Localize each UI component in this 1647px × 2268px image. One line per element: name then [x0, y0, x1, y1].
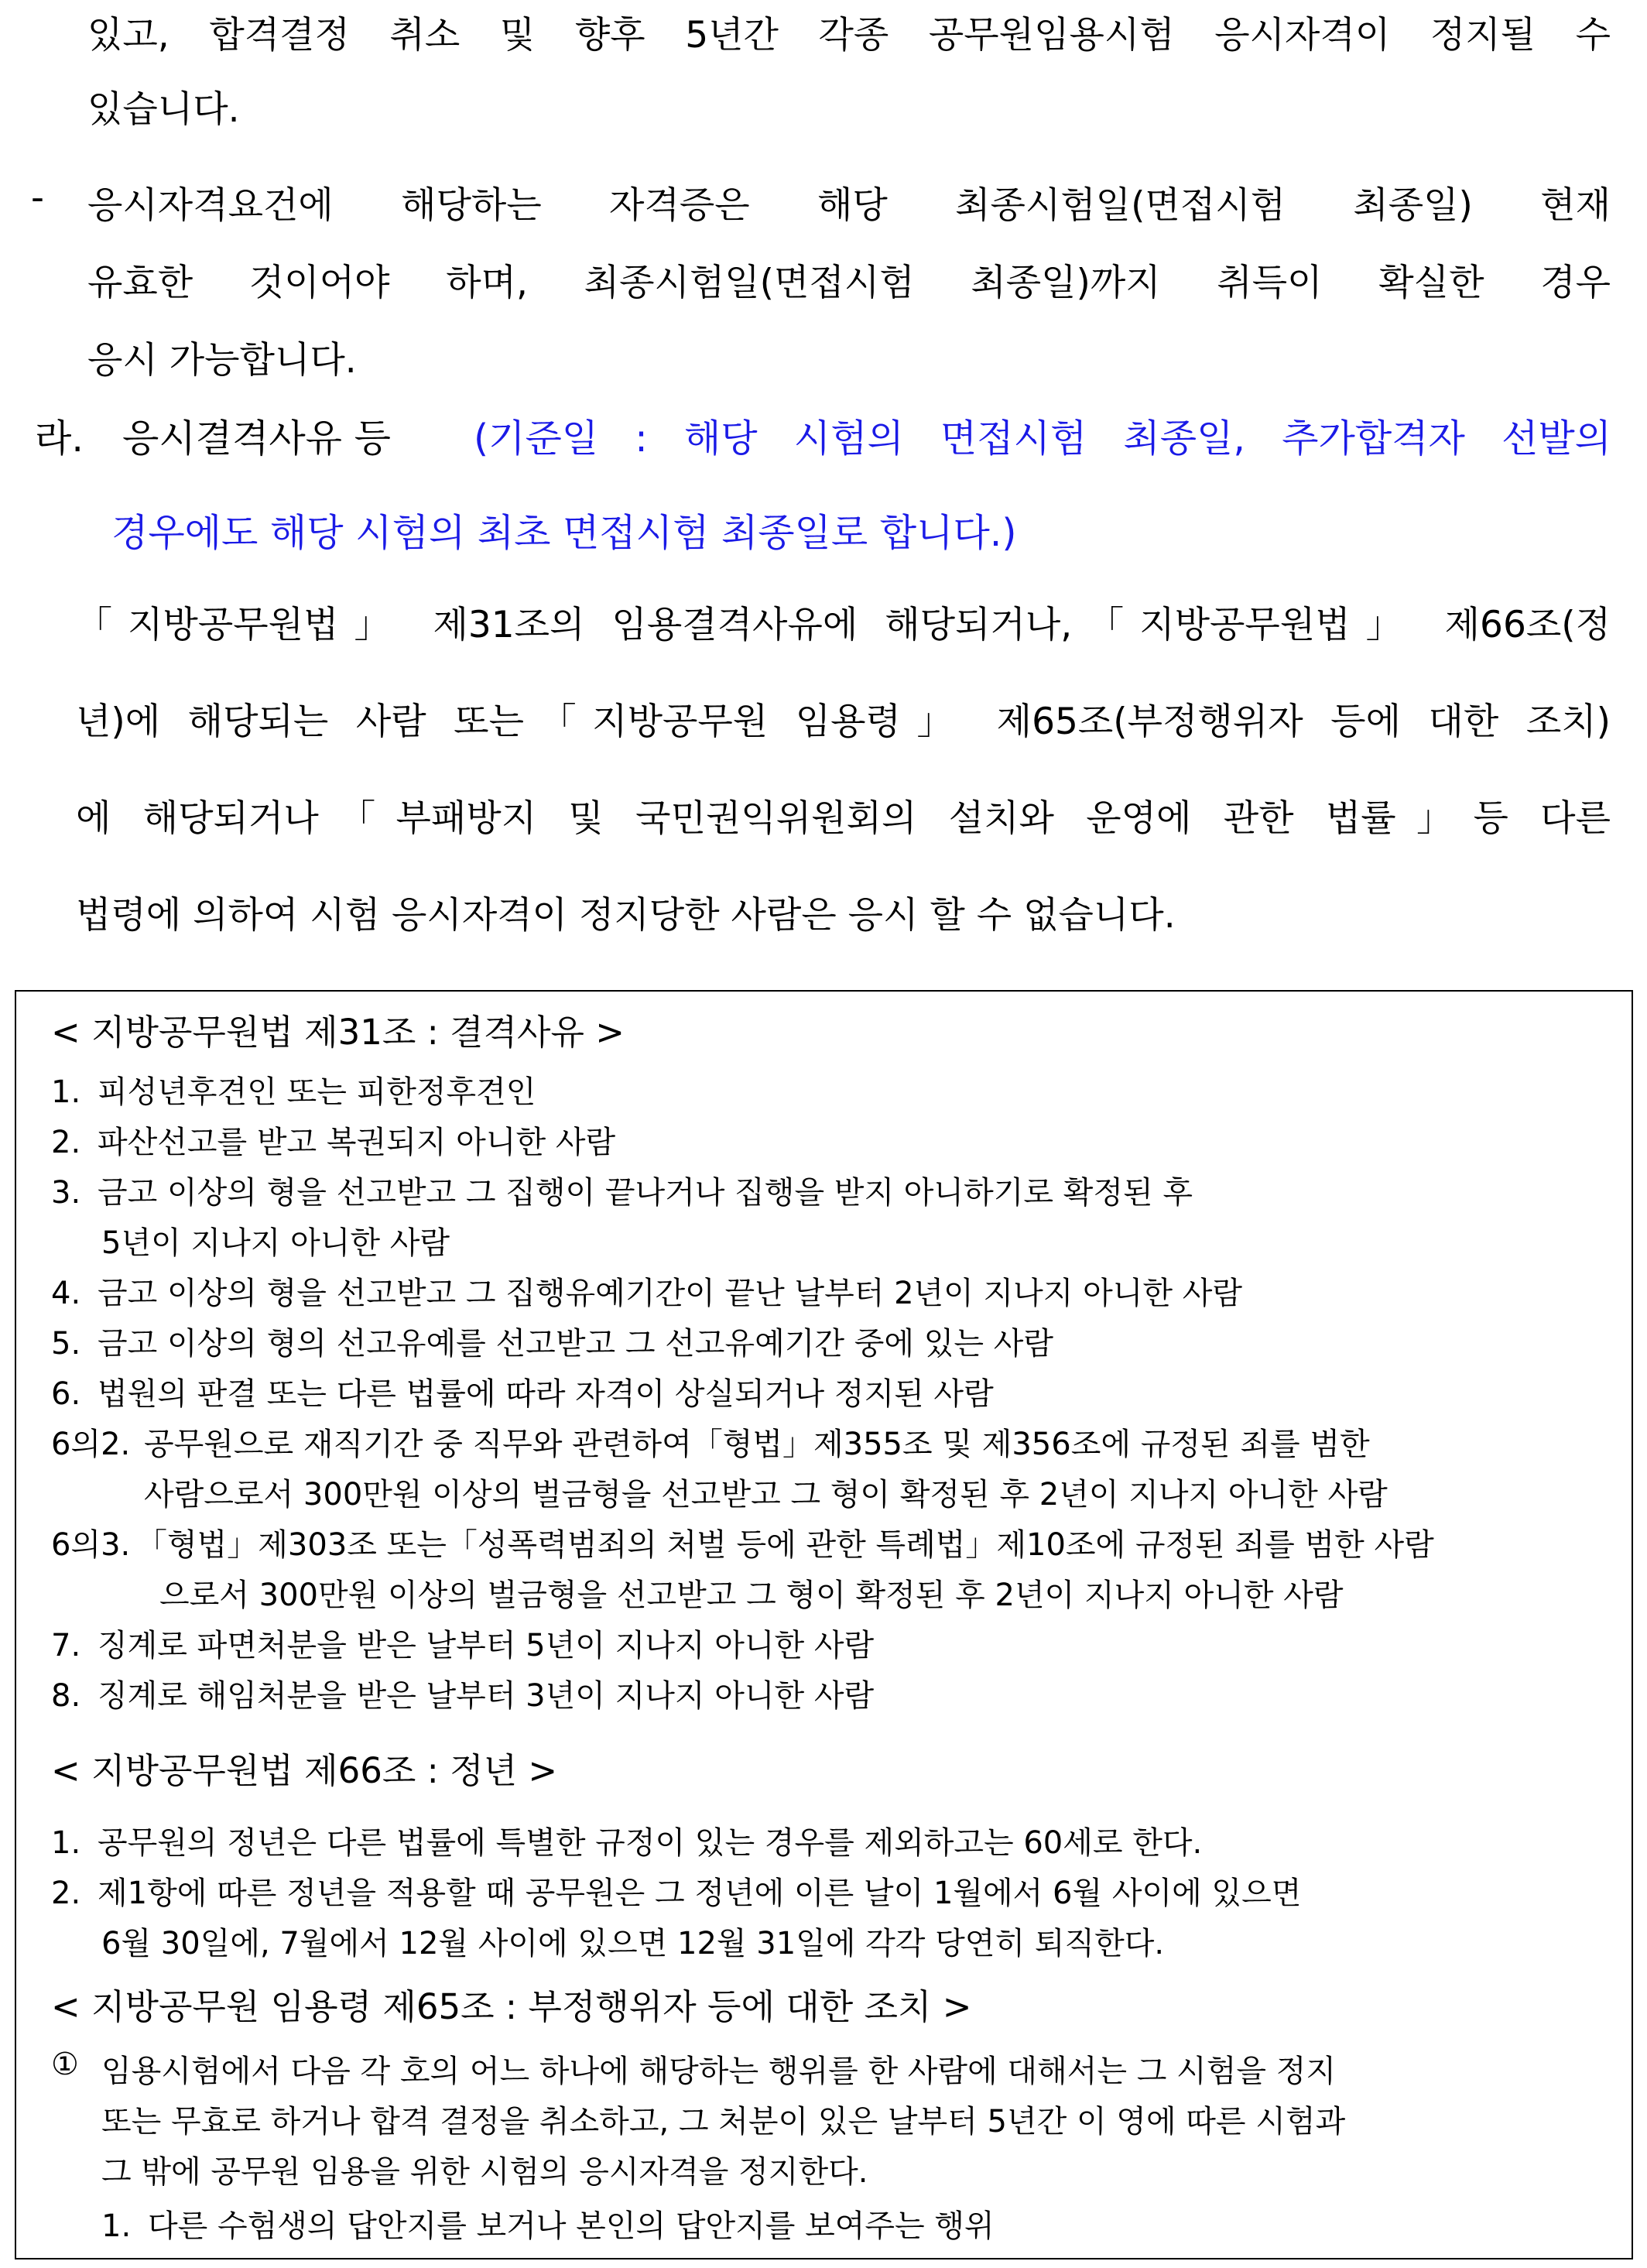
- section-ra-body-line-2: 년)에 해당되는 사람 또는「지방공무원 임용령」 제65조(부정행위자 등에 대한 조치): [76, 701, 1611, 743]
- item-text: 금고 이상의 형의 선고유예를 선고받고 그 선고유예기간 중에 있는 사람: [98, 1326, 1053, 1362]
- decree65-title: < 지방공무원 임용령 제65조 : 부정행위자 등에 대한 조치 >: [51, 1986, 972, 2027]
- list-item: [51, 1520, 1434, 1564]
- list-item: [51, 1118, 615, 1162]
- section-ra-body-line-1: 「지방공무원법」 제31조의 임용결격사유에 해당되거나,「지방공무원법」 제66조(정: [76, 604, 1611, 646]
- item-number: 6의2.: [51, 1427, 131, 1462]
- license-note-line-1: 응시자격요건에 해당하는 자격증은 해당 최종시험일(면접시험 최종일) 현재: [87, 184, 1611, 227]
- list-item: [51, 1671, 874, 1715]
- legal-reference-box: [15, 990, 1633, 2259]
- art66-title: < 지방공무원법 제66조 : 정년 >: [51, 1750, 558, 1791]
- list-item: [51, 1869, 1301, 1913]
- item-number: 5.: [51, 1326, 81, 1362]
- item-text: 「형법」제303조 또는「성폭력범죄의 처벌 등에 관한 특례법」제10조에 규정된 죄를 범한 사람: [136, 1527, 1434, 1563]
- section-ra-note-line-2: 경우에도 해당 시험의 최초 면접시험 최종일로 합니다.): [111, 511, 1017, 555]
- item-text: 공무원의 정년은 다른 법률에 특별한 규정이 있는 경우를 제외하고는 60세로 한다.: [98, 1825, 1203, 1861]
- intro-line-2: 있습니다.: [87, 88, 240, 131]
- list-item: [51, 1420, 1370, 1464]
- list-item: [51, 1269, 1242, 1313]
- clause-line-2: 또는 무효로 하거나 합격 결정을 취소하고, 그 처분이 있은 날부터 5년간 이 영에 따른 시험과: [101, 2104, 1346, 2140]
- item-number: 3.: [51, 1175, 81, 1211]
- item-text: 공무원으로 재직기간 중 직무와 관련하여「형법」제355조 및 제356조에 규정된 죄를 범한: [144, 1427, 1370, 1462]
- list-item: [51, 1369, 994, 1413]
- section-ra-title: 응시결격사유 등: [122, 416, 391, 461]
- list-item: [101, 2201, 995, 2246]
- item-text: 금고 이상의 형을 선고받고 그 집행유예기간이 끝난 날부터 2년이 지나지 아니한 사람: [98, 1276, 1243, 1311]
- item-continuation: 6월 30일에, 7월에서 12월 사이에 있으면 12월 31일에 각각 당연히 퇴직한다.: [101, 1926, 1165, 1961]
- item-continuation: 사람으로서 300만원 이상의 벌금형을 선고받고 그 형이 확정된 후 2년이 지나지 아니한 사람: [144, 1477, 1388, 1513]
- item-number: 1.: [101, 2208, 132, 2244]
- item-continuation: 으로서 300만원 이상의 벌금형을 선고받고 그 형이 확정된 후 2년이 지나지 아니한 사람: [159, 1578, 1344, 1613]
- section-ra-label: 라.: [35, 416, 84, 461]
- item-number: 6.: [51, 1376, 81, 1412]
- item-number: 7.: [51, 1628, 81, 1663]
- art31-title: < 지방공무원법 제31조 : 결격사유 >: [51, 1012, 625, 1053]
- list-item: [51, 1168, 1193, 1212]
- item-continuation: 5년이 지나지 아니한 사람: [101, 1225, 450, 1261]
- item-text: 금고 이상의 형을 선고받고 그 집행이 끝나거나 집행을 받지 아니하기로 확정된 후: [98, 1175, 1193, 1211]
- clause-line-1: 임용시험에서 다음 각 호의 어느 하나에 해당하는 행위를 한 사람에 대해서는 그 시험을 정지: [101, 2054, 1336, 2089]
- license-note-bullet: -: [31, 176, 44, 219]
- license-note-line-2: 유효한 것이어야 하며, 최종시험일(면접시험 최종일)까지 취득이 확실한 경우: [87, 262, 1611, 304]
- item-number: 2.: [51, 1125, 81, 1160]
- license-note-line-3: 응시 가능합니다.: [87, 339, 357, 382]
- list-item: [51, 1621, 874, 1665]
- item-number: 6의3.: [51, 1527, 131, 1563]
- section-ra-body-line-4: 법령에 의하여 시험 응시자격이 정지당한 사람은 응시 할 수 없습니다.: [76, 894, 1176, 937]
- item-number: 2.: [51, 1876, 81, 1911]
- item-number: 8.: [51, 1678, 81, 1714]
- list-item: [51, 1319, 1053, 1363]
- clause-number: ①: [51, 2047, 79, 2082]
- section-ra-body-line-3: 에 해당되거나「부패방지 및 국민권익위원회의 설치와 운영에 관한 법률」등 다른: [76, 797, 1611, 840]
- item-text: 징계로 해임처분을 받은 날부터 3년이 지나지 아니한 사람: [98, 1678, 875, 1714]
- item-number: 4.: [51, 1276, 81, 1311]
- item-text: 파산선고를 받고 복권되지 아니한 사람: [98, 1125, 616, 1160]
- intro-line-1: 있고, 합격결정 취소 및 향후 5년간 각종 공무원임용시험 응시자격이 정지될 수: [87, 14, 1611, 57]
- item-number: 1.: [51, 1825, 81, 1861]
- section-ra-note-line-1: (기준일 : 해당 시험의 면접시험 최종일, 추가합격자 선발의: [474, 416, 1611, 461]
- list-item: [51, 1818, 1202, 1862]
- list-item: [51, 1067, 536, 1112]
- item-text: 피성년후견인 또는 피한정후견인: [98, 1074, 536, 1110]
- clause-line-3: 그 밖에 공무원 임용을 위한 시험의 응시자격을 정지한다.: [101, 2154, 868, 2190]
- item-text: 다른 수험생의 답안지를 보거나 본인의 답안지를 보여주는 행위: [148, 2208, 995, 2244]
- item-text: 징계로 파면처분을 받은 날부터 5년이 지나지 아니한 사람: [98, 1628, 875, 1663]
- item-number: 1.: [51, 1074, 81, 1110]
- item-text: 법원의 판결 또는 다른 법률에 따라 자격이 상실되거나 정지된 사람: [98, 1376, 994, 1412]
- item-text: 제1항에 따른 정년을 적용할 때 공무원은 그 정년에 이른 날이 1월에서 6월 사이에 있으면: [98, 1876, 1302, 1911]
